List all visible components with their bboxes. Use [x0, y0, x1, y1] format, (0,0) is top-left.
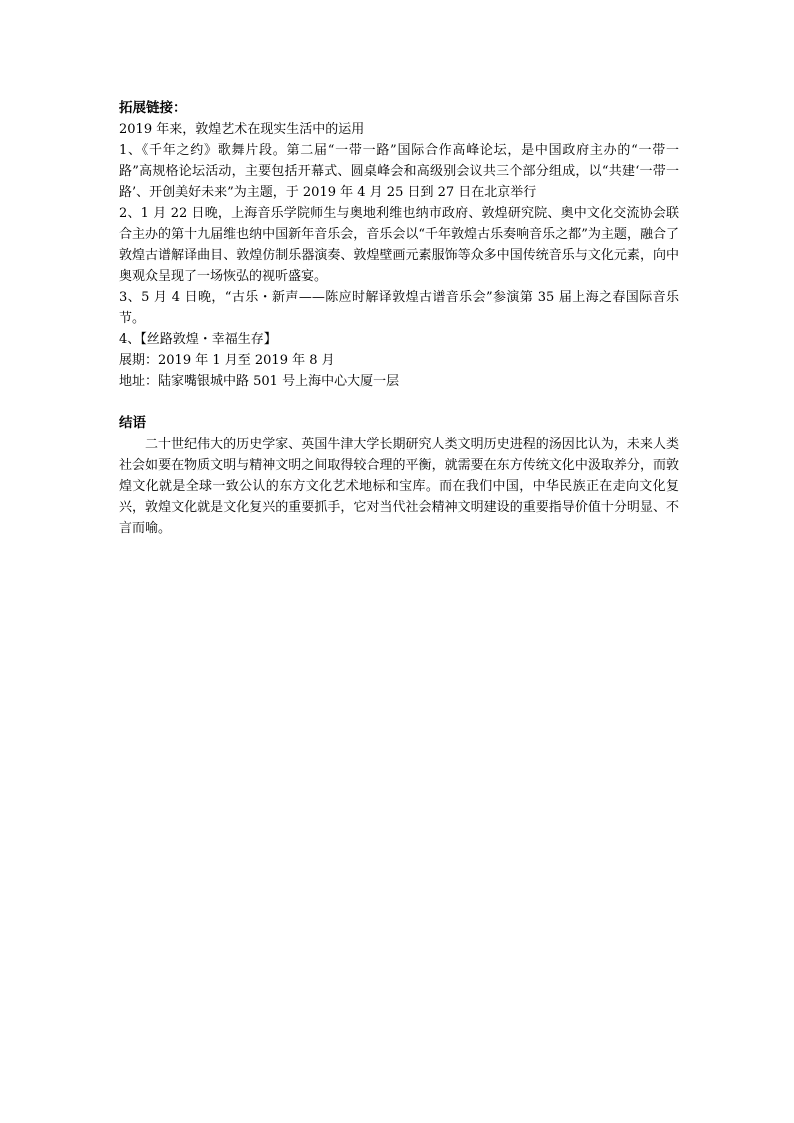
conclusion-body: 二十世纪伟大的历史学家、英国牛津大学长期研究人类文明历史进程的汤因比认为，未来人类社会如要在物质文明与精神文明之间取得较合理的平衡，就需要在东方传统文化中汲取养分，而敦煌文化就是全球一致公认的东方文化艺术地标和宝库。而在我们中国，中华民族正在走向文化复兴，敦煌文化就是文化复兴的重要抓手，它对当代社会精神文明建设的重要指导价值十分明显、不言而喻。 — [119, 437, 679, 536]
section-spacer — [119, 392, 679, 413]
extension-subtitle: 2019 年来，敦煌艺术在现实生活中的运用 — [119, 122, 365, 137]
exhibition-period: 展期：2019 年 1 月至 2019 年 8 月 — [119, 353, 335, 368]
conclusion-heading: 结语 — [119, 415, 146, 431]
document-page — [119, 98, 679, 539]
extension-item-2: 2、1 月 22 日晚，上海音乐学院师生与奥地利维也纳市政府、敦煌研究院、奥中文化交流协会联合主办的第十九届维也纳中国新年音乐会，音乐会以“千年敦煌古乐奏响音乐之都”为主题，融合了敦煌古谱解译曲目、敦煌仿制乐器演奏、敦煌壁画元素服饰等众多中国传统音乐与文化元素，向中奥观众呈现了一场恢弘的视听盛宴。 — [119, 206, 679, 284]
extension-item-3: 3、5 月 4 日晚，“古乐・新声——陈应时解译敦煌古谱音乐会”参演第 35 届上海之春国际音乐节。 — [119, 290, 679, 326]
exhibition-address: 地址：陆家嘴银城中路 501 号上海中心大厦一层 — [119, 374, 400, 389]
extension-item-4: 4、【丝路敦煌・幸福生存】 — [119, 332, 277, 347]
extension-heading: 拓展链接： — [119, 100, 187, 116]
extension-item-1: 1、《千年之约》歌舞片段。第二届“一带一路”国际合作高峰论坛，是中国政府主办的“一带一路”高规格论坛活动，主要包括开幕式、圆桌峰会和高级别会议共三个部分组成，以“共建‘一带一路’、开创美好未来”为主题，于 2019 年 4 月 25 日到 27 日在北京举行 — [119, 143, 679, 200]
